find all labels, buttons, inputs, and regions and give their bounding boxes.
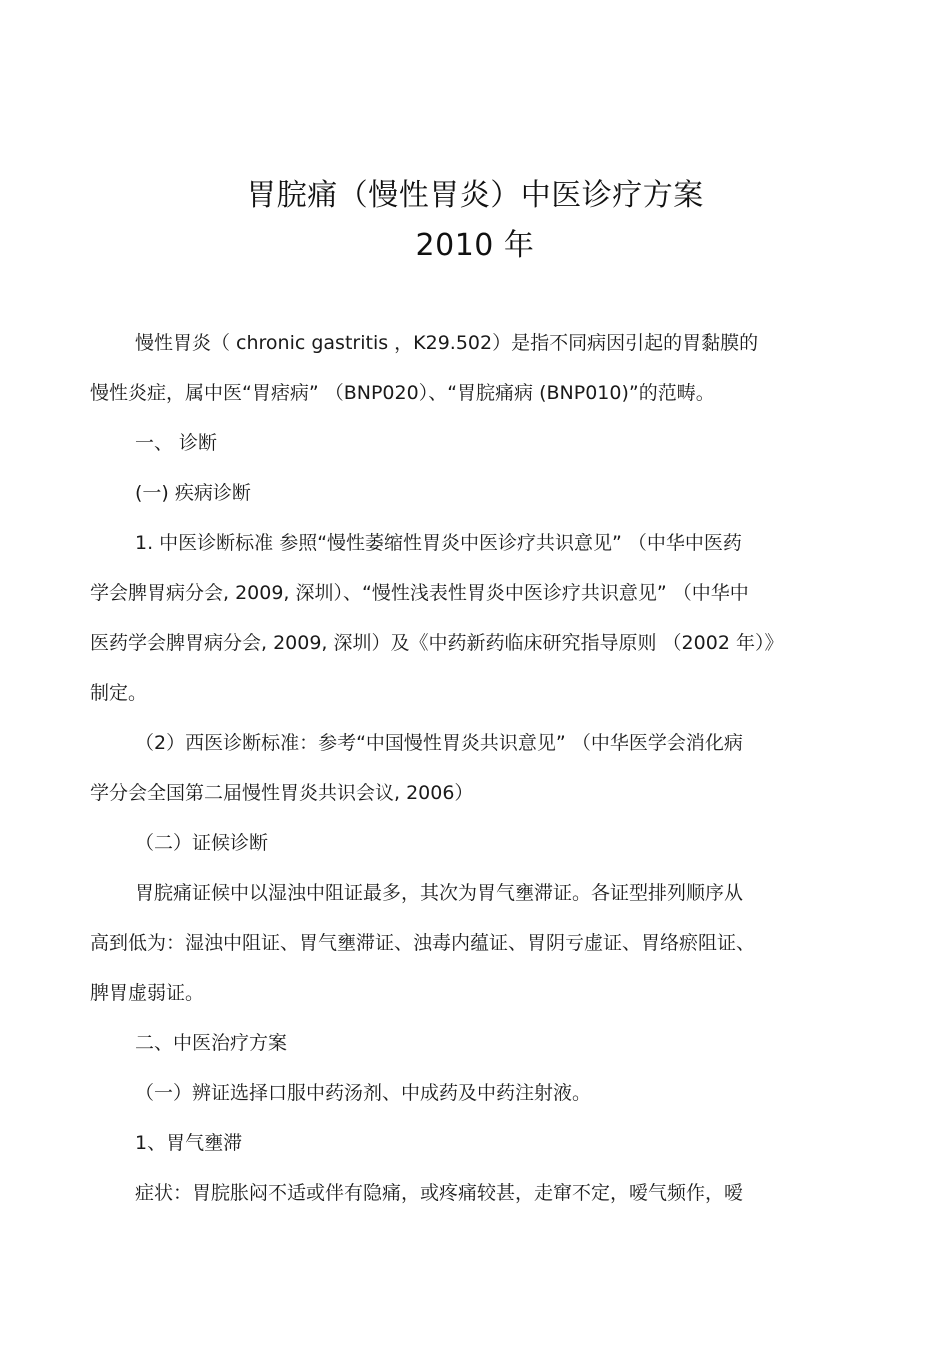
paragraph-line: （2）西医诊断标准：参考“中国慢性胃炎共识意见” （中华医学会消化病 xyxy=(135,732,743,754)
subsection-heading: (一) 疾病诊断 xyxy=(135,482,251,504)
subsection-heading: （一）辨证选择口服中药汤剂、中成药及中药注射液。 xyxy=(135,1082,592,1104)
item-heading: 1、胃气壅滞 xyxy=(135,1132,243,1154)
section-heading: 一、 诊断 xyxy=(135,432,218,454)
paragraph-line: 1. 中医诊断标准 参照“慢性萎缩性胃炎中医诊疗共识意见” （中华中医药 xyxy=(135,532,742,554)
paragraph-line: 慢性胃炎（ chronic gastritis ，K29.502）是指不同病因引起的胃黏膜的 xyxy=(135,332,759,354)
paragraph-line: 学分会全国第二届慢性胃炎共识会议, 2006） xyxy=(90,782,474,804)
paragraph-line: 慢性炎症，属中医“胃痞病” （BNP020）、“胃脘痛病 (BNP010)”的范畴。 xyxy=(90,382,715,404)
subsection-heading: （二）证候诊断 xyxy=(135,832,269,854)
document-year: 2010 年 xyxy=(415,228,535,263)
section-heading: 二、中医治疗方案 xyxy=(135,1032,288,1054)
paragraph-line: 制定。 xyxy=(90,682,148,704)
paragraph-line: 学会脾胃病分会, 2009, 深圳）、“慢性浅表性胃炎中医诊疗共识意见” （中华中 xyxy=(90,582,749,604)
document-title: 胃脘痛（慢性胃炎）中医诊疗方案 xyxy=(246,178,704,213)
paragraph-line: 胃脘痛证候中以湿浊中阻证最多，其次为胃气壅滞证。各证型排列顺序从 xyxy=(135,882,744,904)
paragraph-line: 症状：胃脘胀闷不适或伴有隐痛，或疼痛较甚，走窜不定，嗳气频作，嗳 xyxy=(135,1182,744,1204)
paragraph-line: 医药学会脾胃病分会, 2009, 深圳）及《中药新药临床研究指导原则 （2002 年）》 xyxy=(90,632,784,654)
paragraph-line: 脾胃虚弱证。 xyxy=(90,982,205,1004)
paragraph-line: 高到低为：湿浊中阻证、胃气壅滞证、浊毒内蕴证、胃阴亏虚证、胃络瘀阻证、 xyxy=(90,932,756,954)
